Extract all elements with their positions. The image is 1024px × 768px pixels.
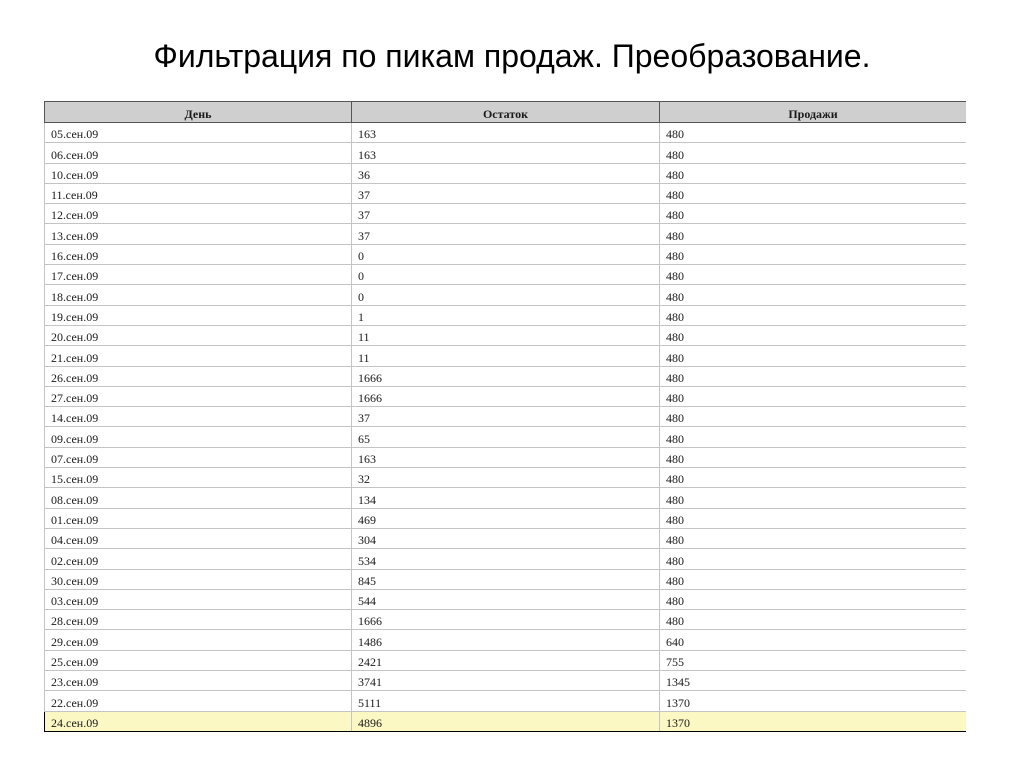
cell-stock: 163 — [352, 143, 660, 163]
table-row — [45, 183, 967, 203]
cell-day: 08.сен.09 — [45, 488, 352, 508]
sales-table — [44, 101, 966, 732]
table-row — [45, 569, 967, 589]
column-header-sales: Продажи — [660, 102, 967, 123]
cell-stock: 11 — [352, 346, 660, 366]
table-row — [45, 204, 967, 224]
cell-day: 07.сен.09 — [45, 447, 352, 467]
cell-sales: 480 — [660, 488, 967, 508]
table-header — [45, 102, 967, 123]
cell-sales: 480 — [660, 305, 967, 325]
table-row — [45, 163, 967, 183]
cell-day: 06.сен.09 — [45, 143, 352, 163]
cell-sales: 480 — [660, 183, 967, 203]
cell-day: 26.сен.09 — [45, 366, 352, 386]
cell-sales: 480 — [660, 123, 967, 143]
cell-sales: 640 — [660, 630, 967, 650]
table-row — [45, 447, 967, 467]
slide-title: Фильтрация по пикам продаж. Преобразование. — [153, 38, 871, 74]
cell-sales: 480 — [660, 265, 967, 285]
cell-day: 05.сен.09 — [45, 123, 352, 143]
cell-day: 16.сен.09 — [45, 244, 352, 264]
table-row — [45, 528, 967, 548]
cell-day: 04.сен.09 — [45, 528, 352, 548]
table-row — [45, 265, 967, 285]
cell-sales: 480 — [660, 468, 967, 488]
cell-day: 23.сен.09 — [45, 671, 352, 691]
cell-sales: 1370 — [660, 711, 967, 731]
table-row — [45, 123, 967, 143]
table-row — [45, 244, 967, 264]
table-row — [45, 671, 967, 691]
table-row — [45, 630, 967, 650]
cell-day: 25.сен.09 — [45, 650, 352, 670]
cell-sales: 480 — [660, 407, 967, 427]
cell-day: 12.сен.09 — [45, 204, 352, 224]
cell-day: 24.сен.09 — [45, 711, 352, 731]
cell-stock: 0 — [352, 285, 660, 305]
cell-stock: 2421 — [352, 650, 660, 670]
cell-sales: 480 — [660, 427, 967, 447]
cell-stock: 134 — [352, 488, 660, 508]
cell-day: 28.сен.09 — [45, 610, 352, 630]
column-header-day: День — [45, 102, 352, 123]
cell-stock: 1666 — [352, 366, 660, 386]
cell-stock: 4896 — [352, 711, 660, 731]
cell-stock: 1 — [352, 305, 660, 325]
cell-day: 15.сен.09 — [45, 468, 352, 488]
table-row — [45, 650, 967, 670]
table-row — [45, 488, 967, 508]
cell-sales: 480 — [660, 285, 967, 305]
cell-sales: 480 — [660, 508, 967, 528]
table-body — [45, 123, 967, 732]
cell-day: 29.сен.09 — [45, 630, 352, 650]
cell-stock: 3741 — [352, 671, 660, 691]
cell-sales: 480 — [660, 610, 967, 630]
cell-stock: 11 — [352, 325, 660, 345]
cell-day: 19.сен.09 — [45, 305, 352, 325]
cell-sales: 480 — [660, 549, 967, 569]
cell-stock: 1666 — [352, 386, 660, 406]
cell-stock: 304 — [352, 528, 660, 548]
cell-sales: 1345 — [660, 671, 967, 691]
cell-sales: 480 — [660, 143, 967, 163]
table-row — [45, 468, 967, 488]
column-header-stock: Остаток — [352, 102, 660, 123]
cell-sales: 480 — [660, 163, 967, 183]
cell-sales: 480 — [660, 325, 967, 345]
cell-day: 20.сен.09 — [45, 325, 352, 345]
cell-day: 10.сен.09 — [45, 163, 352, 183]
cell-sales: 480 — [660, 224, 967, 244]
cell-stock: 163 — [352, 123, 660, 143]
cell-day: 01.сен.09 — [45, 508, 352, 528]
cell-sales: 480 — [660, 244, 967, 264]
cell-day: 21.сен.09 — [45, 346, 352, 366]
cell-sales: 480 — [660, 366, 967, 386]
table-row — [45, 285, 967, 305]
cell-sales: 480 — [660, 204, 967, 224]
cell-day: 30.сен.09 — [45, 569, 352, 589]
cell-stock: 37 — [352, 204, 660, 224]
table-row — [45, 386, 967, 406]
cell-sales: 755 — [660, 650, 967, 670]
cell-stock: 5111 — [352, 691, 660, 711]
table-row — [45, 691, 967, 711]
cell-stock: 534 — [352, 549, 660, 569]
table-row — [45, 305, 967, 325]
cell-stock: 845 — [352, 569, 660, 589]
cell-stock: 469 — [352, 508, 660, 528]
cell-stock: 32 — [352, 468, 660, 488]
cell-stock: 1666 — [352, 610, 660, 630]
cell-stock: 65 — [352, 427, 660, 447]
cell-sales: 480 — [660, 386, 967, 406]
cell-day: 11.сен.09 — [45, 183, 352, 203]
cell-stock: 37 — [352, 407, 660, 427]
cell-day: 27.сен.09 — [45, 386, 352, 406]
table-row — [45, 346, 967, 366]
table-row — [45, 366, 967, 386]
cell-stock: 1486 — [352, 630, 660, 650]
cell-sales: 480 — [660, 589, 967, 609]
cell-sales: 480 — [660, 569, 967, 589]
cell-day: 18.сен.09 — [45, 285, 352, 305]
cell-day: 17.сен.09 — [45, 265, 352, 285]
cell-day: 22.сен.09 — [45, 691, 352, 711]
cell-stock: 163 — [352, 447, 660, 467]
table-row — [45, 407, 967, 427]
table-row — [45, 549, 967, 569]
cell-stock: 36 — [352, 163, 660, 183]
cell-stock: 544 — [352, 589, 660, 609]
cell-day: 09.сен.09 — [45, 427, 352, 447]
cell-day: 03.сен.09 — [45, 589, 352, 609]
cell-day: 13.сен.09 — [45, 224, 352, 244]
sales-table-container — [44, 101, 966, 733]
cell-day: 02.сен.09 — [45, 549, 352, 569]
cell-stock: 37 — [352, 183, 660, 203]
cell-sales: 1370 — [660, 691, 967, 711]
cell-stock: 0 — [352, 265, 660, 285]
cell-sales: 480 — [660, 528, 967, 548]
cell-day: 14.сен.09 — [45, 407, 352, 427]
cell-sales: 480 — [660, 447, 967, 467]
header-row — [45, 102, 967, 123]
table-row — [45, 427, 967, 447]
cell-stock: 0 — [352, 244, 660, 264]
cell-sales: 480 — [660, 346, 967, 366]
table-row — [45, 508, 967, 528]
table-row — [45, 325, 967, 345]
table-row — [45, 711, 967, 731]
table-row — [45, 589, 967, 609]
table-row — [45, 610, 967, 630]
table-row — [45, 143, 967, 163]
table-row — [45, 224, 967, 244]
cell-stock: 37 — [352, 224, 660, 244]
